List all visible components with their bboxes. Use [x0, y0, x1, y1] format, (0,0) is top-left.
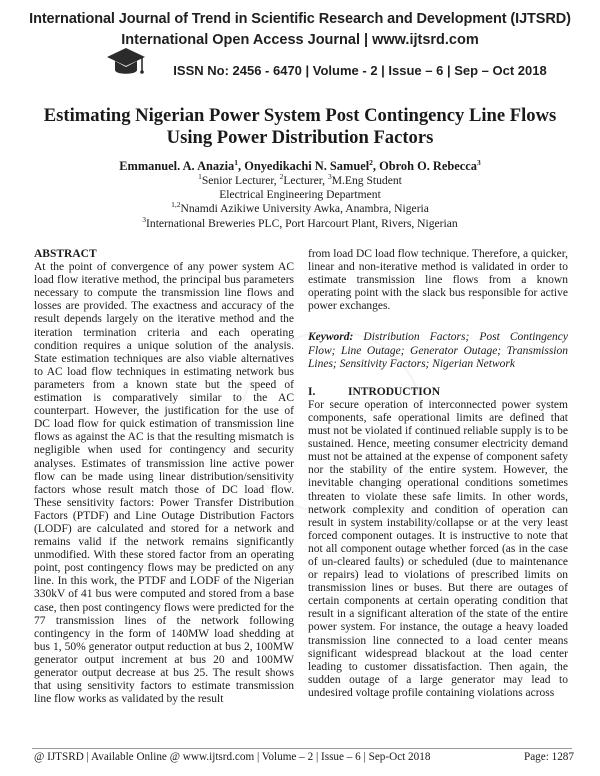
introduction-heading — [308, 386, 568, 399]
section-title: INTRODUCTION — [348, 385, 441, 398]
paper-title — [20, 105, 580, 149]
footer-rule — [32, 748, 572, 749]
left-column — [34, 248, 294, 706]
role-sup-1: 1 — [198, 172, 202, 182]
footer-citation: @ IJTSRD | Available Online @ www.ijtsrd.com | Volume – 2 | Issue – 6 | Sep-Oct 2018 — [34, 751, 431, 763]
company-sup: 3 — [142, 214, 147, 224]
role-sup-2: 2 — [279, 172, 284, 182]
page-number: Page: 1287 — [523, 751, 574, 763]
role-sup-3: 3 — [327, 172, 332, 182]
keywords-label: Keyword: — [308, 331, 354, 344]
company — [20, 214, 580, 231]
university-sup: 1,2 — [171, 200, 181, 210]
university-name: Nnamdi Azikiwe University Awka, Anambra, Nigeria — [180, 202, 429, 216]
journal-header — [0, 0, 600, 88]
university — [20, 202, 580, 216]
abstract-text: At the point of convergence of any power system AC load flow iterative method, the principal bus parameters necessary to compute the transmission line flows and losses are provided. The exactness and accuracy of the result depends largely on the iterative method and the iteration termination criteria and each operating condition requires a unique solution of the analysis. State estimation techniques are also viable alternatives to AC load flow techniques in estimating network bus parameters from a known state but the speed of estimation is comparatively similar to the AC counterpart. However, the justification for the use of DC load flow for quick estimation of transmission line flows as against the AC is that the resulting mismatch is negligible when used for contingency and security analyses. Estimates of transmission line active power flow can be made using linear distribution/sensitivity factors whose result match those of DC load flow. These sensitivity factors: Power Transfer Distribution Factors (PTDF) and Line Outage Distribution Factors (LODF) are calculated and stored for a network and remains valid if the network remains significantly unmodified. With these stored factor from an operating point, post contingency flows may be predicted on any line. In this work, the PTDF and LODF of the Nigerian 330kV of 41 bus were computed and stored from a base case, then post contingency flows were predicted for the 77 transmission lines of the network following contingency in the form of 140MW load shedding at bus 1, 50% generator output reduction at bus 2, 100MW generator output increment at bus 20 and 100MW generator output decrease at bus 25. The result shows that using sensitivity factors to estimate transmission line flow works as validated by the result — [34, 261, 294, 706]
paper-header — [20, 105, 580, 231]
department: Electrical Engineering Department — [219, 188, 381, 202]
graduation-cap-icon — [106, 46, 146, 80]
keywords — [308, 331, 568, 370]
section-number: I. — [308, 385, 316, 398]
role-3: M.Eng Student — [331, 174, 402, 187]
company-name: International Breweries PLC, Port Harcourt Plant, Rivers, Nigerian — [146, 216, 458, 230]
author-3-sup: 3 — [476, 157, 481, 167]
keywords-text: Distribution Factors; Post Contingency Flow; Line Outage; Generator Outage; Transmission Lines; Sensitivity Factors; Nigerian Network — [308, 331, 568, 370]
right-column — [308, 248, 568, 700]
role-2: Lecturer, — [283, 174, 328, 187]
author-list — [20, 159, 580, 174]
author-roles — [20, 174, 580, 188]
abstract-heading: ABSTRACT — [34, 248, 97, 260]
journal-subtitle: International Open Access Journal | www.ijtsrd.com — [121, 32, 479, 48]
abstract-continuation: from load DC load flow technique. Therefore, a quicker, linear and non-iterative method is validated in order to estimate transmission line flows from a known operating point with the slack bus responsible for active power exchanges. — [308, 248, 568, 313]
author-2-sup: 2 — [369, 157, 373, 167]
author-1-sup: 1 — [234, 157, 238, 167]
role-1: Senior Lecturer, — [201, 174, 280, 187]
author-1: Emmanuel. A. Anazia — [119, 159, 235, 173]
title-line-2: Using Power Distribution Factors — [166, 127, 434, 148]
issn-line: ISSN No: 2456 - 6470 | Volume - 2 | Issue – 6 | Sep – Oct 2018 — [173, 63, 547, 78]
author-3: , Obroh O. Rebecca — [372, 159, 477, 173]
title-line-1: Estimating Nigerian Power System Post Contingency Line Flows — [43, 105, 557, 126]
journal-name: International Journal of Trend in Scientific Research and Development (IJTSRD) — [29, 11, 571, 27]
author-2: , Onyedikachi N. Samuel — [238, 159, 370, 173]
introduction-text: For secure operation of interconnected power system components, safe operational limits are defined that must not be violated if continued reliable supply is to be sustained. Hence, meeting consumer electricity demand must not be attained at the expense of component safety nor the stability of the entire system. However, the inevitable changing operational conditions sometimes threaten to violate these safe limits. In other words, network complexity and condition of operation can result in system instability/collapse or at the very least forced component outages. It is instructive to note that not all component outage whether forced (as in the case of un-cleared faults) or scheduled (due to maintenance or repairs) lead to violations of prescribed limits on transmission lines or buses. But there are outages of certain components at certain operating condition that result in a significant alteration of the state of the entire power system. For instance, the outage a heavy loaded transmission line connected to a load center means significant widespread blackout at the load center leading to customer dissatisfaction. Then again, the sudden outage of a large generator may lead to undesired voltage profile containing violations across — [308, 398, 568, 699]
